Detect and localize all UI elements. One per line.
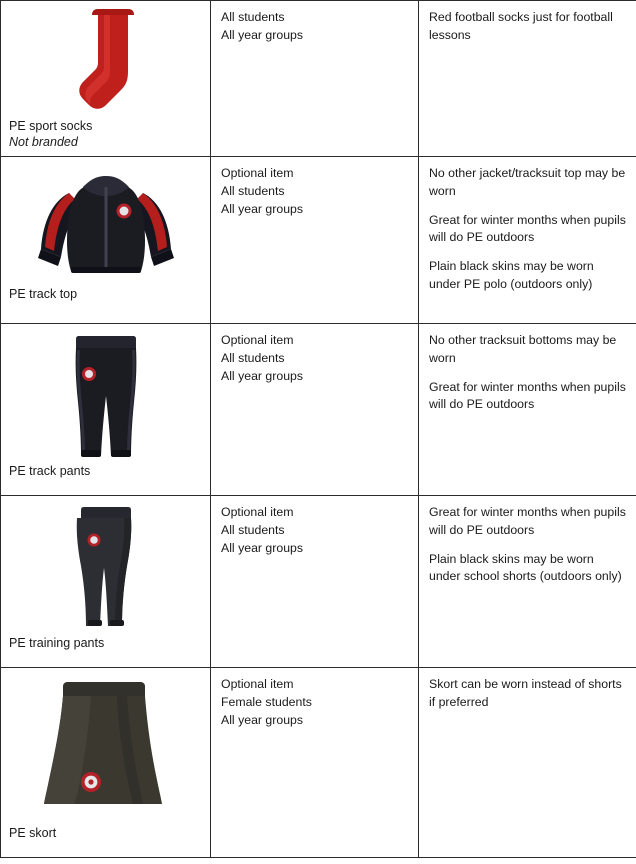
who-cell — [211, 668, 419, 858]
notes-cell — [419, 1, 636, 157]
note-line: Plain black skins may be worn under PE polo (outdoors only) — [429, 259, 594, 292]
item-label: PE skort — [9, 826, 57, 840]
who-line: All year groups — [221, 27, 304, 42]
item-cell — [1, 324, 211, 496]
who-line: Optional item — [221, 677, 294, 691]
who-line: All year groups — [221, 201, 304, 216]
note-line: Red football socks just for football lessons — [429, 10, 613, 42]
who-cell — [211, 324, 419, 496]
item-image — [7, 502, 204, 636]
who-line: Female students — [221, 694, 312, 709]
note-line: Plain black skins may be worn under school shorts (outdoors only) — [429, 551, 622, 584]
skort-icon — [33, 674, 179, 826]
item-sublabel: Not branded — [9, 134, 78, 149]
note-line: Great for winter months when pupils will do PE outdoors — [429, 212, 626, 245]
who-line: All students — [221, 522, 285, 537]
who-line: All students — [221, 350, 285, 365]
track-top-icon — [31, 163, 181, 287]
item-image — [7, 163, 204, 287]
item-cell — [1, 1, 211, 157]
item-label: PE track top — [9, 287, 78, 301]
table-row — [1, 496, 636, 668]
note-line: Great for winter months when pupils will do PE outdoors — [429, 379, 626, 412]
notes-cell — [419, 496, 636, 668]
table-row — [1, 668, 636, 858]
who-line: Optional item — [221, 166, 294, 180]
item-image — [7, 7, 204, 119]
who-cell — [211, 157, 419, 324]
table-row — [1, 1, 636, 157]
note-line: Great for winter months when pupils will do PE outdoors — [429, 505, 626, 537]
notes-cell — [419, 157, 636, 324]
table-row — [1, 157, 636, 324]
notes-cell — [419, 324, 636, 496]
item-label: PE training pants — [9, 636, 105, 650]
who-line: All year groups — [221, 540, 304, 555]
who-line: All year groups — [221, 368, 304, 383]
who-line: All students — [221, 10, 285, 24]
item-label: PE sport socks — [9, 119, 93, 133]
training-pants-icon — [58, 502, 154, 636]
who-line: Optional item — [221, 333, 294, 347]
item-image — [7, 674, 204, 826]
item-label: PE track pants — [9, 464, 91, 478]
track-pants-icon — [51, 330, 161, 464]
who-cell — [211, 496, 419, 668]
notes-cell — [419, 668, 636, 858]
item-cell — [1, 668, 211, 858]
who-line: All year groups — [221, 712, 304, 727]
item-cell — [1, 496, 211, 668]
note-line: Skort can be worn instead of shorts if preferred — [429, 677, 622, 709]
item-cell — [1, 157, 211, 324]
note-line: No other jacket/tracksuit top may be worn — [429, 166, 626, 198]
note-line: No other tracksuit bottoms may be worn — [429, 333, 617, 365]
sock-icon — [46, 7, 166, 119]
who-cell — [211, 1, 419, 157]
table-row — [1, 324, 636, 496]
who-line: Optional item — [221, 505, 294, 519]
who-line: All students — [221, 183, 285, 198]
item-image — [7, 330, 204, 464]
